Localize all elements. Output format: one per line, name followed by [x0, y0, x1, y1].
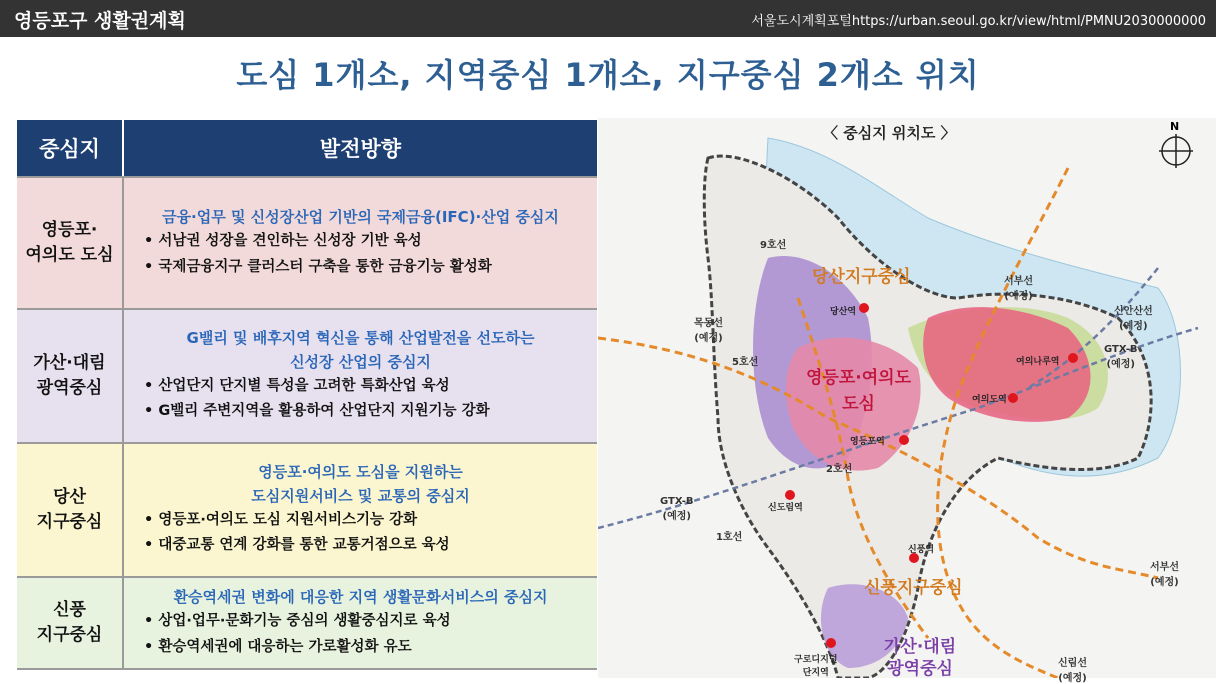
line-label: 서부선 (예정)	[1150, 562, 1179, 588]
zone-label-sinpung: 신풍지구중심	[864, 578, 963, 598]
station-marker	[899, 435, 909, 445]
station-label: 당산역	[830, 307, 857, 317]
station-label: 여의나루역	[1016, 357, 1060, 367]
row-bullet: • G밸리 주변지역을 활용하여 산업단지 지원기능 강화	[144, 403, 490, 420]
row-heading: G밸리 및 배후지역 혁신을 통해 산업발전을 선도하는 신성장 산업의 중심지	[186, 329, 535, 371]
station-label: 신풍역	[908, 545, 935, 555]
top-bar	[0, 0, 1216, 37]
map-caption: 〈 중심지 위치도 〉	[823, 124, 956, 142]
row-center: 가산·대림 광역중심	[17, 310, 124, 442]
row-direction	[124, 578, 597, 668]
line-label: 신림선 (예정)	[1058, 658, 1087, 684]
row-bullet: • 상업·업무·문화기능 중심의 생활중심지로 육성	[144, 613, 451, 630]
col-header-center: 중심지	[17, 120, 124, 176]
row-bullet: • 영등포·여의도 도심 지원서비스기능 강화	[144, 511, 418, 528]
table-row-sinpung	[17, 576, 597, 670]
table-row-yeongdeungpo	[17, 176, 597, 308]
source-url[interactable]: 서울도시계획포털https://urban.seoul.go.kr/view/html/PMNU2030000000	[751, 14, 1206, 29]
line-label: GTX-B (예정)	[660, 496, 694, 522]
zone-label-yeongdeungpo: 영등포·여의도 도심	[806, 368, 911, 414]
station-label: 신도림역	[768, 503, 803, 513]
row-heading: 환승역세권 변화에 대응한 지역 생활문화서비스의 중심지	[173, 588, 548, 606]
center-location-map	[598, 118, 1216, 684]
table-header	[17, 120, 597, 176]
line-label: 9호선	[760, 240, 787, 251]
station-label: 구로디지털 단지역	[794, 655, 838, 678]
page-header-title: 영등포구 생활권계획	[14, 10, 186, 32]
station-marker	[785, 490, 795, 500]
station-marker	[826, 638, 836, 648]
line-label: 신안산선 (예정)	[1114, 306, 1153, 332]
table-row-dangsan	[17, 442, 597, 576]
row-bullet: • 대중교통 연계 강화를 통한 교통거점으로 육성	[144, 537, 450, 554]
line-label: 1호선	[716, 532, 743, 543]
row-center: 당산 지구중심	[17, 444, 124, 576]
row-direction	[124, 444, 597, 576]
station-marker	[1008, 393, 1018, 403]
row-center: 신풍 지구중심	[17, 578, 124, 668]
row-heading: 영등포·여의도 도심을 지원하는 도심지원서비스 및 교통의 중심지	[251, 463, 470, 505]
line-label: 서부선 (예정)	[1004, 276, 1033, 302]
row-heading: 금융·업무 및 신성장산업 기반의 국제금융(IFC)·산업 중심지	[162, 208, 559, 226]
station-label: 영등포역	[850, 437, 885, 447]
table-row-gasan	[17, 308, 597, 442]
line-label: 5호선	[732, 357, 759, 368]
row-bullet: • 산업단지 단지별 특성을 고려한 특화산업 육성	[144, 377, 450, 394]
slide-title: 도심 1개소, 지역중심 1개소, 지구중심 2개소 위치	[236, 56, 980, 94]
row-direction	[124, 178, 597, 308]
line-label: 2호선	[826, 464, 853, 475]
row-bullet: • 서남권 성장을 견인하는 신성장 기반 육성	[144, 233, 422, 250]
north-label: N	[1170, 120, 1180, 133]
row-direction	[124, 310, 597, 442]
row-bullet: • 국제금융지구 클러스터 구축을 통한 금융기능 활성화	[144, 258, 492, 275]
station-marker	[1068, 353, 1078, 363]
row-bullet: • 환승역세권에 대응하는 가로활성화 유도	[144, 638, 412, 655]
zone-label-dangsan: 당산지구중심	[812, 267, 911, 287]
station-label: 여의도역	[972, 395, 1007, 405]
line-label: 목동선 (예정)	[694, 318, 723, 344]
line-label: GTX-B (예정)	[1104, 344, 1138, 370]
center-table	[17, 120, 597, 670]
col-header-direction: 발전방향	[124, 120, 597, 176]
station-marker	[859, 303, 869, 313]
row-center: 영등포· 여의도 도심	[17, 178, 124, 308]
zone-label-gasan: 가산·대림 광역중심	[884, 637, 957, 680]
